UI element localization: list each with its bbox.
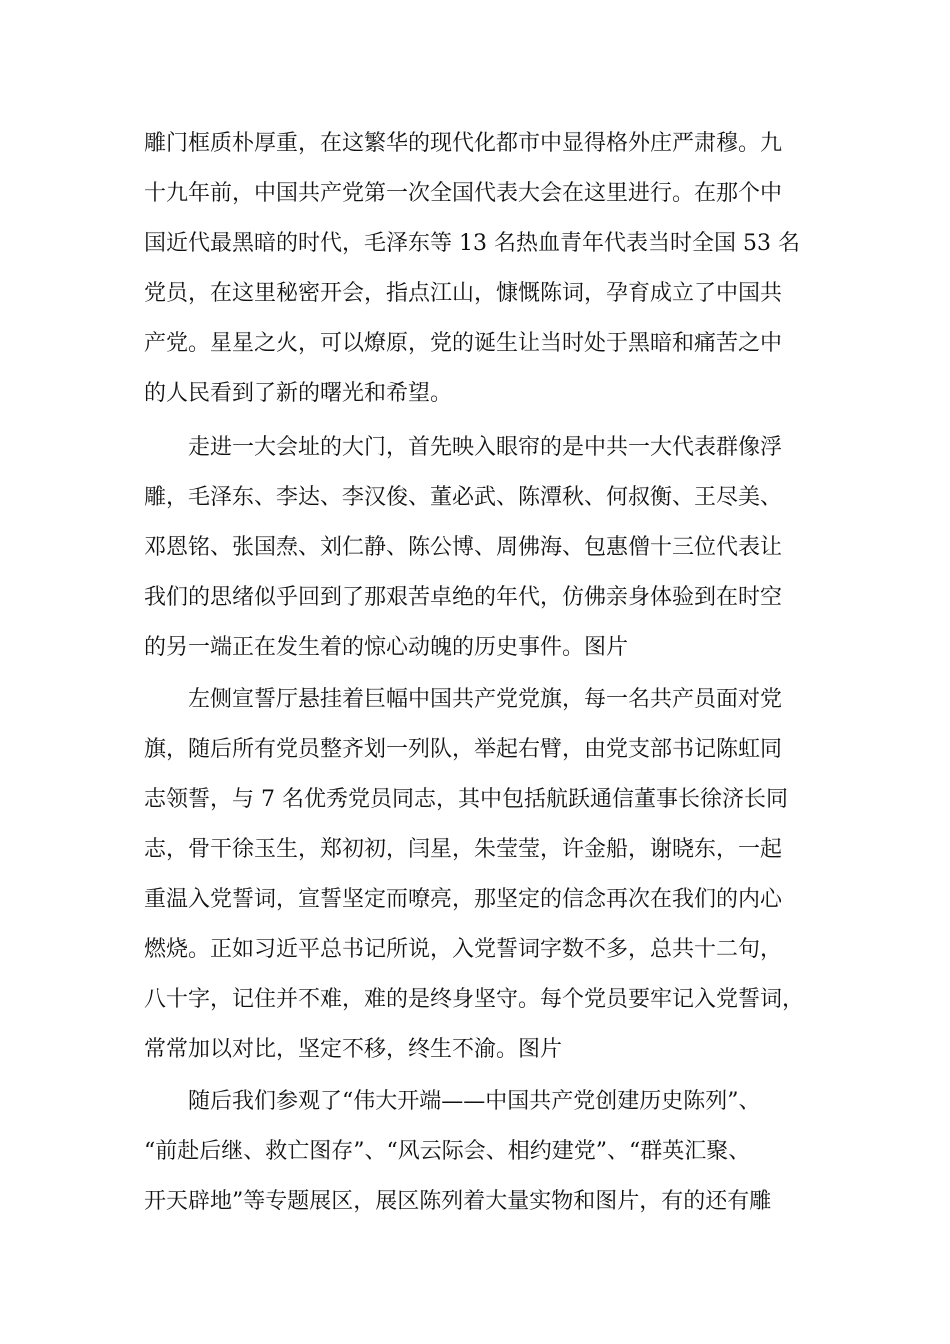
text-line-19: 常常加以对比，坚定不移，终生不渝。图片 xyxy=(144,1037,563,1062)
text-line-20: 随后我们参观了“伟大开端——中国共产党创建历史陈列”、 xyxy=(188,1089,761,1114)
text-line-2: 十九年前，中国共产党第一次全国代表大会在这里进行。在那个中 xyxy=(144,181,783,206)
text-line-22: 开天辟地”等专题展区，展区陈列着大量实物和图片，有的还有雕 xyxy=(144,1189,772,1214)
text-line-16: 重温入党誓词，宣誓坚定而嘹亮，那坚定的信念再次在我们的内心 xyxy=(144,887,783,912)
text-line-3: 国近代最黑暗的时代，毛泽东等 13 名热血青年代表当时全国 53 名 xyxy=(144,231,800,256)
text-line-17: 燃烧。正如习近平总书记所说，入党誓词字数不多，总共十二句， xyxy=(144,937,783,962)
text-line-12: 左侧宣誓厅悬挂着巨幅中国共产党党旗，每一名共产员面对党 xyxy=(188,687,783,712)
text-line-6: 的人民看到了新的曙光和希望。 xyxy=(144,381,453,406)
text-line-7: 走进一大会址的大门，首先映入眼帘的是中共一大代表群像浮 xyxy=(188,435,783,460)
text-line-21: “前赴后继、救亡图存”、“风云际会、相约建党”、“群英汇聚、 xyxy=(144,1139,751,1164)
text-line-1: 雕门框质朴厚重，在这繁华的现代化都市中显得格外庄严肃穆。九 xyxy=(144,131,783,156)
text-line-13: 旗，随后所有党员整齐划一列队，举起右臂，由党支部书记陈虹同 xyxy=(144,737,783,762)
text-line-15: 志，骨干徐玉生，郑初初，闫星，朱莹莹，许金船，谢晓东，一起 xyxy=(144,837,783,862)
text-line-14: 志领誓，与 7 名优秀党员同志，其中包括航跃通信董事长徐济长同 xyxy=(144,787,788,812)
text-line-4: 党员，在这里秘密开会，指点江山，慷慨陈词，孕育成立了中国共 xyxy=(144,281,783,306)
text-line-5: 产党。星星之火，可以燎原，党的诞生让当时处于黑暗和痛苦之中 xyxy=(144,331,783,356)
text-line-18: 八十字，记住并不难，难的是终身坚守。每个党员要牢记入党誓词， xyxy=(144,987,805,1012)
text-line-10: 我们的思绪似乎回到了那艰苦卓绝的年代，仿佛亲身体验到在时空 xyxy=(144,585,783,610)
text-line-8: 雕，毛泽东、李达、李汉俊、董必武、陈潭秋、何叔衡、王尽美、 xyxy=(144,485,783,510)
text-line-11: 的另一端正在发生着的惊心动魄的历史事件。图片 xyxy=(144,635,629,660)
text-line-9: 邓恩铭、张国焘、刘仁静、陈公博、周佛海、包惠僧十三位代表让 xyxy=(144,535,783,560)
